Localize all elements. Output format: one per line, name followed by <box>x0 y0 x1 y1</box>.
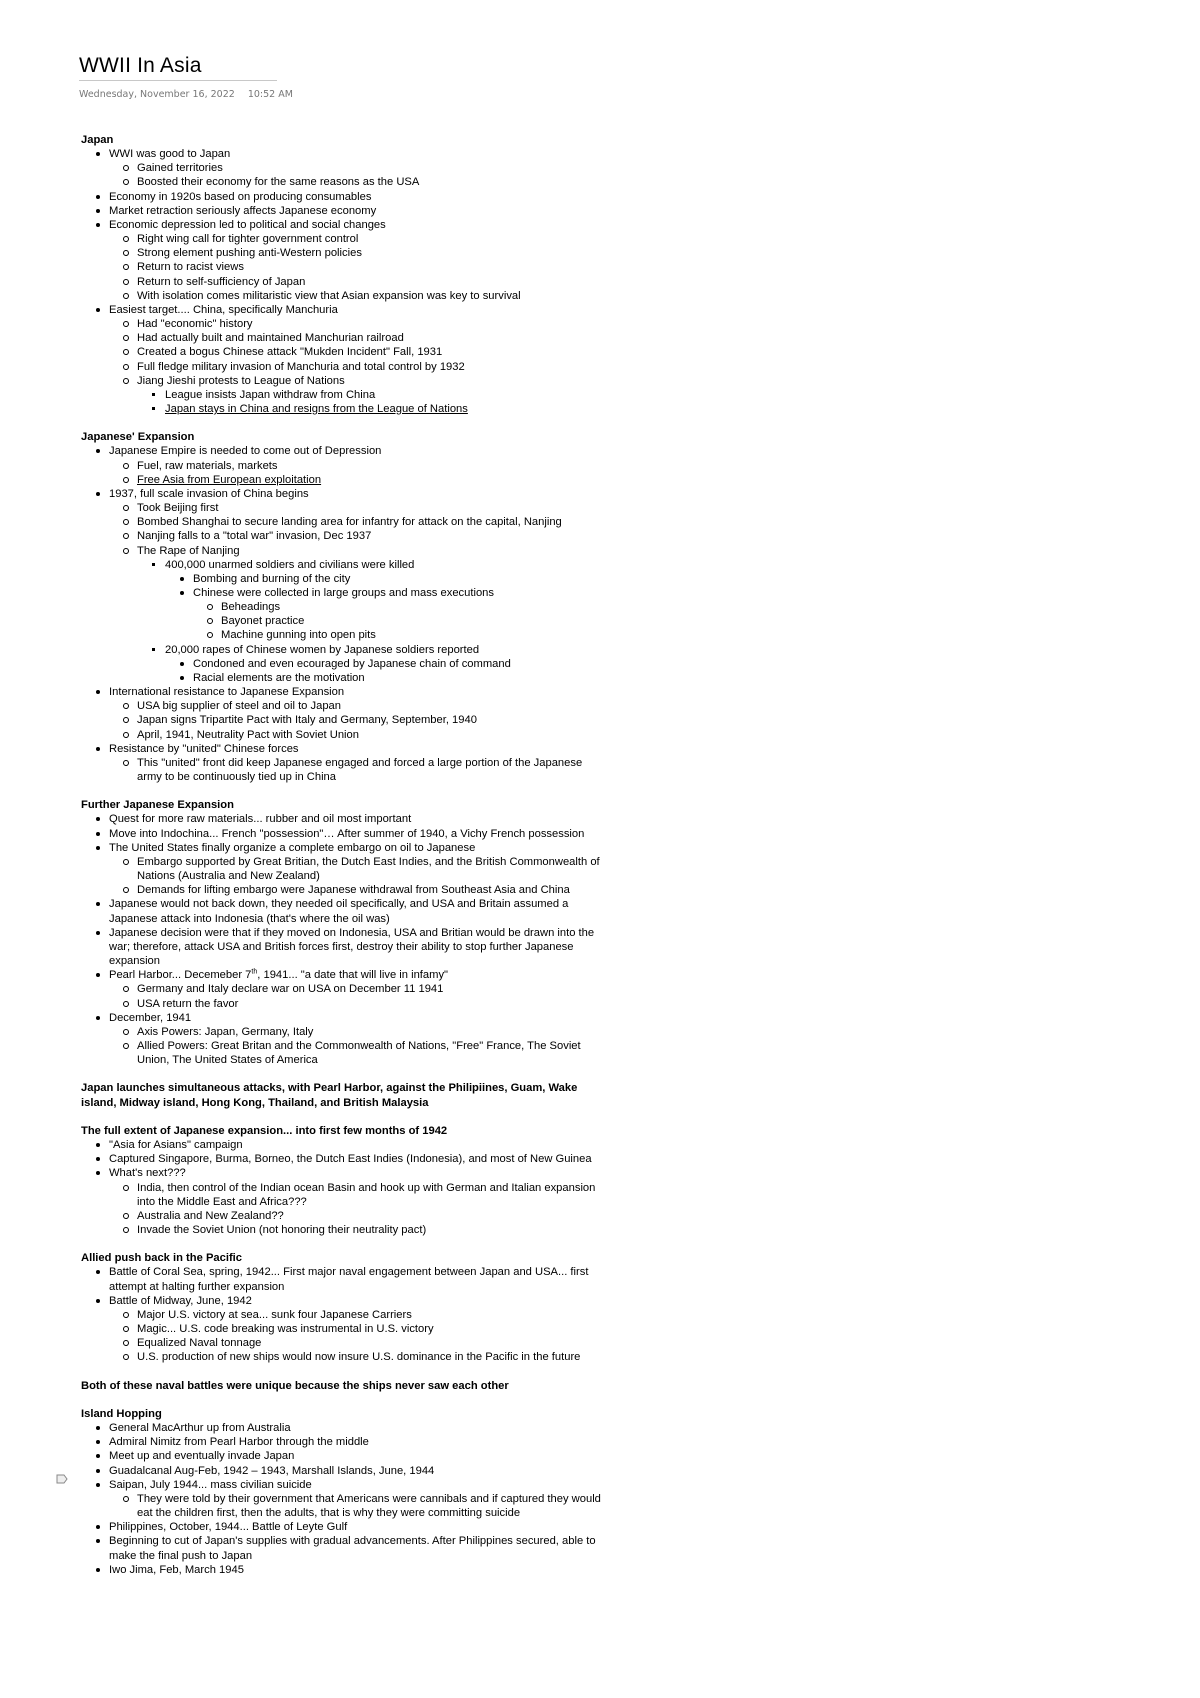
bullet-list <box>81 147 601 416</box>
list-item: Condoned and even ecouraged by Japanese chain of command <box>193 657 511 670</box>
list-item: Guadalcanal Aug-Feb, 1942 – 1943, Marshall Islands, June, 1944 <box>109 1464 435 1477</box>
list-item: Germany and Italy declare war on USA on December 11 1941 <box>137 983 444 996</box>
section-heading-simultaneous: Japan launches simultaneous attacks, with Pearl Harbor, against the Philipiines, Guam, Wake island, Midway island, Hong Kong, Thailand, and British Malaysia <box>81 1082 578 1109</box>
list-item: Japanese would not back down, they needed oil specifically, and USA and Britain assumed a Japanese attack into Indonesia (that's where the oil was) <box>109 898 569 925</box>
list-item: Japan stays in China and resigns from the League of Nations <box>165 402 468 415</box>
list-item: Bombed Shanghai to secure landing area for infantry for attack on the capital, Nanjing <box>137 516 562 529</box>
title-divider <box>79 80 277 81</box>
list-item: WWI was good to Japan <box>109 148 231 161</box>
list-item: Major U.S. victory at sea... sunk four Japanese Carriers <box>137 1308 412 1321</box>
list-item: April, 1941, Neutrality Pact with Soviet Union <box>137 728 359 741</box>
list-item: "Asia for Asians" campaign <box>109 1139 243 1152</box>
note-time: 10:52 AM <box>247 89 293 100</box>
list-item: Invade the Soviet Union (not honoring their neutrality pact) <box>137 1223 427 1236</box>
page-title: WWII In Asia <box>79 54 202 77</box>
list-item: Took Beijing first <box>137 502 219 515</box>
list-item: What's next??? <box>109 1167 186 1180</box>
list-item: USA return the favor <box>137 997 239 1010</box>
list-item: Battle of Coral Sea, spring, 1942... First major naval engagement between Japan and USA... first attempt at halting further expansion <box>109 1266 589 1293</box>
list-item: Created a bogus Chinese attack "Mukden Incident" Fall, 1931 <box>137 346 443 359</box>
date-line <box>79 89 303 100</box>
list-item: Iwo Jima, Feb, March 1945 <box>109 1563 244 1576</box>
list-item: Bombing and burning of the city <box>193 572 351 585</box>
list-item: League insists Japan withdraw from China <box>165 388 376 401</box>
list-item: Jiang Jieshi protests to League of Nations <box>137 374 345 387</box>
list-item: Japan signs Tripartite Pact with Italy and Germany, September, 1940 <box>137 714 477 727</box>
list-item: Market retraction seriously affects Japanese economy <box>109 204 377 217</box>
section-heading-naval: Both of these naval battles were unique because the ships never saw each other <box>81 1379 509 1392</box>
section-heading-expansion: Japanese' Expansion <box>81 431 195 444</box>
list-item: Japanese decision were that if they moved on Indonesia, USA and Britian would be drawn into the war; therefore, attack USA and British forces first, destroy their ability to stop further Japanese expansion <box>109 926 595 968</box>
list-item: International resistance to Japanese Expansion <box>109 686 345 699</box>
list-item: 1937, full scale invasion of China begins <box>109 487 309 500</box>
bullet-list <box>81 1421 601 1577</box>
section-heading-extent: The full extent of Japanese expansion... into first few months of 1942 <box>81 1124 448 1137</box>
bullet-list <box>81 812 601 1067</box>
note-date: Wednesday, November 16, 2022 <box>79 89 235 100</box>
list-item: Easiest target.... China, specifically Manchuria <box>109 303 338 316</box>
tag-flag-icon[interactable] <box>56 1474 68 1484</box>
list-item: Beheadings <box>221 601 281 614</box>
list-item: Right wing call for tighter government control <box>137 233 359 246</box>
list-item: Fuel, raw materials, markets <box>137 459 278 472</box>
list-item: Economy in 1920s based on producing consumables <box>109 190 372 203</box>
list-item: Boosted their economy for the same reasons as the USA <box>137 176 420 189</box>
list-item: Magic... U.S. code breaking was instrumental in U.S. victory <box>137 1323 434 1336</box>
list-item: They were told by their government that Americans were cannibals and if captured they would eat the children first, then the adults, that is why they were committing suicide <box>137 1492 601 1520</box>
list-item: 20,000 rapes of Chinese women by Japanese soldiers reported <box>165 643 480 656</box>
list-item: Chinese were collected in large groups and mass executions <box>193 586 494 599</box>
bullet-list <box>81 1265 601 1364</box>
list-item: Equalized Naval tonnage <box>137 1337 262 1350</box>
list-item: Economic depression led to political and social changes <box>109 218 386 231</box>
list-item: Return to self-sufficiency of Japan <box>137 275 306 288</box>
list-item: The United States finally organize a complete embargo on oil to Japanese <box>109 841 476 854</box>
list-item: Embargo supported by Great Britian, the Dutch East Indies, and the British Commonwealth of Nations (Australia and New Zealand) <box>137 855 600 883</box>
note-body <box>81 133 601 1577</box>
list-item: With isolation comes militaristic view that Asian expansion was key to survival <box>137 289 521 302</box>
list-item: U.S. production of new ships would now insure U.S. dominance in the Pacific in the future <box>137 1351 581 1364</box>
bullet-list <box>81 444 601 784</box>
list-item: Strong element pushing anti-Western policies <box>137 247 362 260</box>
section-heading-island: Island Hopping <box>81 1407 162 1420</box>
list-item: Racial elements are the motivation <box>193 671 365 684</box>
list-item: 400,000 unarmed soldiers and civilians were killed <box>165 558 415 571</box>
section-heading-further: Further Japanese Expansion <box>81 799 234 812</box>
list-item: Axis Powers: Japan, Germany, Italy <box>137 1025 314 1038</box>
list-item: General MacArthur up from Australia <box>109 1422 291 1435</box>
list-item: This "united" front did keep Japanese engaged and forced a large portion of the Japanese army to be continuously tied up in China <box>137 756 583 784</box>
list-item: Saipan, July 1944... mass civilian suicide <box>109 1478 312 1491</box>
list-item: Battle of Midway, June, 1942 <box>109 1294 252 1307</box>
list-item: Had "economic" history <box>137 318 253 331</box>
list-item: Japanese Empire is needed to come out of Depression <box>109 445 382 458</box>
list-item: Gained territories <box>137 162 223 175</box>
list-item: Full fledge military invasion of Manchuria and total control by 1932 <box>137 360 465 373</box>
list-item: Captured Singapore, Burma, Borneo, the Dutch East Indies (Indonesia), and most of New Guinea <box>109 1153 592 1166</box>
list-item: Pearl Harbor... Decemeber 7th, 1941... "a date that will live in infamy" <box>109 968 449 982</box>
list-item: Philippines, October, 1944... Battle of Leyte Gulf <box>109 1521 348 1534</box>
list-item: Australia and New Zealand?? <box>137 1209 284 1222</box>
section-heading-allied: Allied push back in the Pacific <box>81 1252 243 1265</box>
bullet-list <box>81 1138 601 1237</box>
list-item: Had actually built and maintained Manchurian railroad <box>137 332 404 345</box>
list-item: Machine gunning into open pits <box>221 629 376 642</box>
list-item: Bayonet practice <box>221 615 305 628</box>
list-item: Resistance by "united" Chinese forces <box>109 742 299 755</box>
list-item: Nanjing falls to a "total war" invasion, Dec 1937 <box>137 530 372 543</box>
list-item: Quest for more raw materials... rubber and oil most important <box>109 813 412 826</box>
list-item: The Rape of Nanjing <box>137 544 240 557</box>
list-item: Free Asia from European exploitation <box>137 473 322 486</box>
list-item: Demands for lifting embargo were Japanese withdrawal from Southeast Asia and China <box>137 884 570 897</box>
list-item: India, then control of the Indian ocean Basin and hook up with German and Italian expansion into the Middle East and Africa??? <box>137 1181 596 1208</box>
list-item: Return to racist views <box>137 261 244 274</box>
list-item: Admiral Nimitz from Pearl Harbor through the middle <box>109 1436 369 1449</box>
list-item: Move into Indochina... French "possession"… After summer of 1940, a Vichy French possession <box>109 827 585 840</box>
list-item: Beginning to cut of Japan's supplies with gradual advancements. After Philippines secured, able to make the final push to Japan <box>109 1535 596 1562</box>
list-item: Allied Powers: Great Britan and the Commonwealth of Nations, "Free" France, The Soviet Union, The United States of America <box>137 1039 581 1067</box>
section-heading-japan: Japan <box>81 134 114 146</box>
list-item: Meet up and eventually invade Japan <box>109 1450 295 1463</box>
list-item: USA big supplier of steel and oil to Japan <box>137 700 341 713</box>
list-item: December, 1941 <box>109 1011 192 1024</box>
